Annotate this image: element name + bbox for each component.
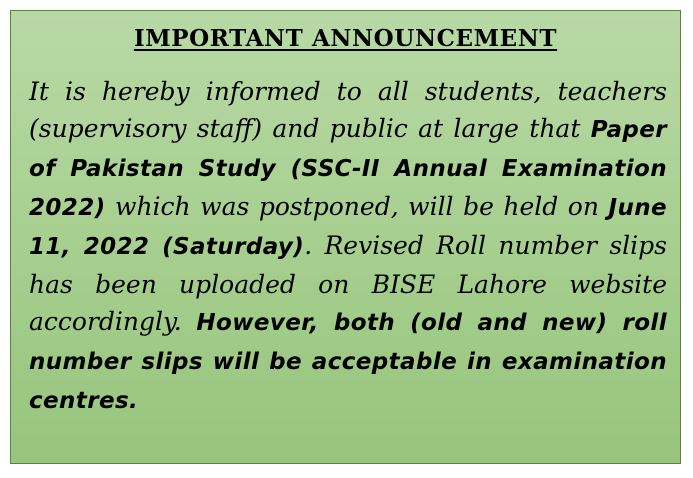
- announcement-body: [29, 73, 667, 420]
- postponed-text: which was postponed, will be held on: [105, 192, 609, 221]
- acceptance-text: However, both (old and new) roll number slips will be acceptable in examination centres.: [29, 310, 667, 414]
- intro-text: It is hereby informed to all students, teachers (supervisory staff) and public at large that: [29, 77, 667, 143]
- revised-text: . Revised Roll number slips has been uploaded on BISE Lahore website accordingly.: [29, 231, 667, 336]
- paper-name: Paper of Pakistan Study (SSC-II Annual Examination 2022): [29, 117, 667, 221]
- announcement-box: [10, 10, 681, 464]
- announcement-title: IMPORTANT ANNOUNCEMENT: [133, 25, 558, 52]
- new-date: June 11, 2022 (Saturday): [29, 195, 667, 260]
